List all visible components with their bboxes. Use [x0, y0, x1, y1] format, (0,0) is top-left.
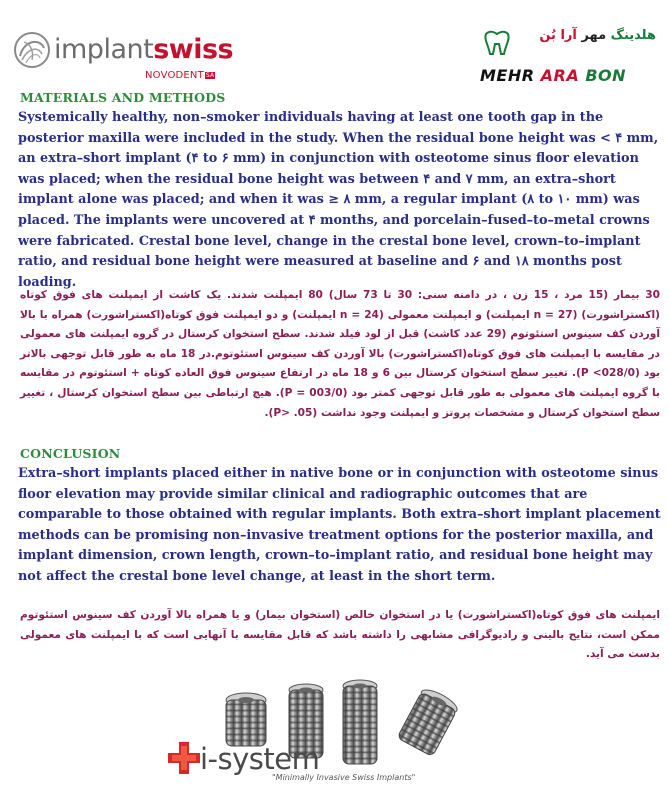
isystem-wordmark: i-system	[200, 742, 320, 776]
latin-name-part2: ARA	[540, 66, 580, 85]
implantswiss-wordmark	[54, 34, 233, 65]
latin-name-part1: MEHR	[480, 66, 535, 85]
sa-badge: SA	[205, 72, 215, 79]
wordmark-part2: swiss	[153, 34, 234, 65]
mehrarabon-persian-name	[539, 28, 656, 43]
latin-name-part3: BON	[585, 66, 626, 85]
mehrarabon-latin-name	[480, 66, 626, 85]
swiss-cross-icon	[166, 740, 202, 776]
novodent-subtitle	[145, 70, 215, 81]
tooth-logo-icon	[482, 30, 512, 56]
materials-methods-english-text: Systemically healthy, non–smoker individuals having at least one tooth gap in the posterior maxilla were included in the study. When the residual bone height was < ۴ mm, an extra–short implant (۴ to ۶ mm) in conjunction with osteotome sinus floor elevation was placed; when the residual bone height was between ۴ and ۷ mm, an extra–short implant alone was placed; and when it was ≥ ۸ mm, a regular implant (۸ to ۱۰ mm) was placed. The implants were uncovered at ۴ months, and porcelain–fused–to–metal crowns were fabricated. Crestal bone level, change in the crestal bone level, crown–to–implant ratio, and residual bone height were measured at baseline and ۶ and ۱۸ months post loading.	[18, 110, 659, 290]
conclusion-persian-text: ایمپلنت های فوق کوتاه(اکستراشورت) یا در استخوان خالص (استخوان بیمار) و یا همراه بالا آوردن کف سینوس استئوتوم ممکن است، نتایج بالینی و رادیوگرافی مشابهی را داشته باشد که قابل مقایسه با آنهایی است که با ایمپلنت های معمولی بدست می آید.	[20, 609, 660, 661]
mehrarabon-logo	[480, 26, 660, 86]
swirl-logo-icon	[12, 30, 52, 70]
persian-name-part2: مهر	[581, 28, 607, 43]
conclusion-heading: CONCLUSION	[20, 446, 121, 461]
persian-name-part3: آرا بُن	[539, 28, 577, 43]
materials-methods-persian-text: 30 بیمار (15 مرد ، 15 زن ، در دامنه سنی: 30 تا 73 سال) 80 ایمپلنت شدند. یک کاشت از ایمپلنت های فوق کوتاه (اکستراشورت) (27 = n ایمپلنت) و ایمپلنت معمولی (24 = n ایمپلنت) و دو ایمپلنت فوق کوتاه(اکستراشورت) همراه با بالا آوردن کف سینوس استئوتوم (29 عدد کاشت) قبل از لود فیلد شدند. سطح استخوان کرستال در گروه ایمپلنت های معمولی در مقایسه با ایمپلنت های فوق کوتاه(اکستراشورت) بالا آوردن کف سینوس استئوتوم.در 18 ماه به طور قابل توجهی بالاتر بود (028/0> P). تغییر سطح استخوان کرستال بین 6 و 18 ماه در ارتفاع سینوس فوق العاده کوتاه + استئوتوم در مقایسه با گروه ایمپلنت های معمولی به طور قابل توجهی کمتر بود (003/0 = P). هیچ ارتباطی بین سطح استخوان کرستال ، تغییر سطح استخوان کرستال و مشخصات پروتز و ایمپلنت وجود نداشت (P> .05).	[20, 289, 660, 419]
conclusion-english-text: Extra–short implants placed either in native bone or in conjunction with osteotome sinus floor elevation may provide similar clinical and radiographic outcomes that are comparable to those obtained with regular implants. Both extra–short implant placement methods can be promising non–invasive treatment options for the posterior maxilla, and implant dimension, crown length, crown–to–implant ratio, and residual bone height may not affect the crestal bone level change, at least in the short term.	[18, 466, 661, 584]
persian-name-part1: هلدینگ	[610, 28, 656, 43]
wordmark-part1: implant	[54, 34, 154, 65]
implant-1-icon	[226, 693, 266, 746]
isystem-tagline: "Minimally Invasive Swiss Implants"	[272, 773, 416, 782]
novodent-text: NOVODENT	[145, 70, 204, 81]
materials-methods-heading: MATERIALS AND METHODS	[20, 90, 226, 105]
implantswiss-logo	[12, 28, 234, 86]
isystem-logo	[166, 740, 426, 784]
